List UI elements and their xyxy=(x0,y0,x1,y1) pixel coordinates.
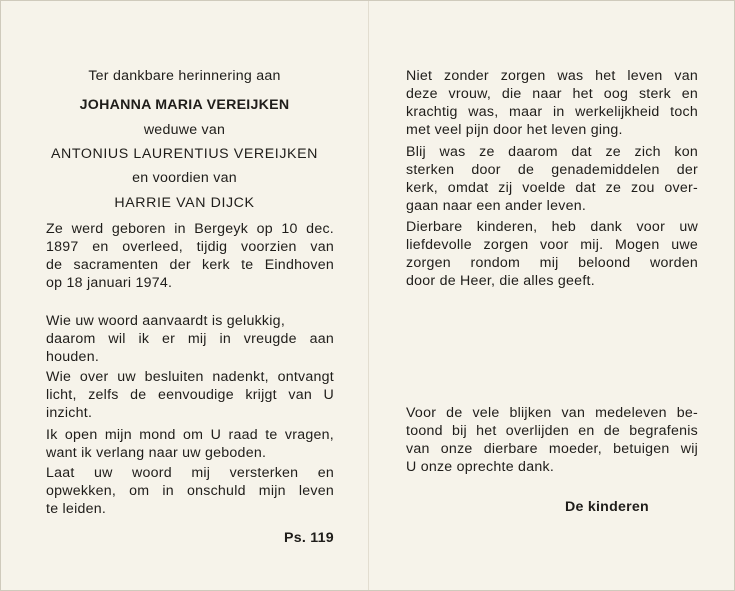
bio-line: Ze werd geboren in Bergeyk op 10 dec. xyxy=(46,221,334,237)
paragraph-line: krachtig was, maar in werkelijkheid toch xyxy=(406,104,698,120)
spouse-name: ANTONIUS LAURENTIUS VEREIJKEN xyxy=(50,146,319,162)
psalm-line: te leiden. xyxy=(46,501,107,517)
previously-line: en voordien van xyxy=(132,170,237,186)
psalm-line: Laat uw woord mij versterken en xyxy=(46,465,334,481)
psalm-reference: Ps. 119 xyxy=(284,530,334,546)
bio-line: op 18 januari 1974. xyxy=(46,275,173,291)
thanks-line: U onze oprechte dank. xyxy=(406,459,555,475)
psalm-line: inzicht. xyxy=(46,405,93,421)
psalm-line: licht, zelfs de eenvoudige krijgt van U xyxy=(46,387,334,403)
thanks-line: van onze dierbare moeder, betuigen wij xyxy=(406,441,698,457)
paragraph-line: Dierbare kinderen, heb dank voor uw xyxy=(406,219,698,235)
paragraph-line: sterken door de genademiddelen der xyxy=(406,162,698,178)
thanks-line: toond bij het overlijden en de begrafenis xyxy=(406,423,698,439)
psalm-line: Wie over uw besluiten nadenkt, ontvangt xyxy=(46,369,334,385)
widow-line: weduwe van xyxy=(143,122,226,138)
paragraph-line: gaan naar een ander leven. xyxy=(406,198,587,214)
paragraph-line: zorgen rondom mij beloond worden xyxy=(406,255,698,271)
psalm-line: Ik open mijn mond om U raad te vragen, xyxy=(46,427,334,443)
psalm-line: want ik verlang naar uw geboden. xyxy=(46,445,267,461)
paragraph-line: kerk, omdat zij voelde dat ze zou over- xyxy=(406,180,698,196)
psalm-line: houden. xyxy=(46,349,100,365)
paragraph-line: Niet zonder zorgen was het leven van xyxy=(406,68,698,84)
psalm-line: opwekken, om in onschuld mijn leven xyxy=(46,483,334,499)
paragraph-line: liefdevolle zorgen voor mij. Mogen uwe xyxy=(406,237,698,253)
paragraph-line: Blij was ze daarom dat ze zich kon xyxy=(406,144,698,160)
psalm-line: Wie uw woord aanvaardt is gelukkig, xyxy=(46,313,286,329)
card-fold-line xyxy=(368,1,369,590)
paragraph-line: met veel pijn door het leven ging. xyxy=(406,122,623,138)
thanks-line: Voor de vele blijken van medeleven be- xyxy=(406,405,698,421)
deceased-name: JOHANNA MARIA VEREIJKEN xyxy=(79,97,290,113)
bio-line: 1897 en overleed, tijdig voorzien van xyxy=(46,239,334,255)
psalm-line: daarom wil ik er mij in vreugde aan xyxy=(46,331,334,347)
header-intro: Ter dankbare herinnering aan xyxy=(88,68,281,84)
paragraph-line: door de Heer, die alles geeft. xyxy=(406,273,595,289)
bio-line: de sacramenten der kerk te Eindhoven xyxy=(46,257,334,273)
paragraph-line: deze vrouw, die naar het oog sterk en xyxy=(406,86,698,102)
signature: De kinderen xyxy=(565,499,649,515)
first-spouse-name: HARRIE VAN DIJCK xyxy=(114,195,255,211)
